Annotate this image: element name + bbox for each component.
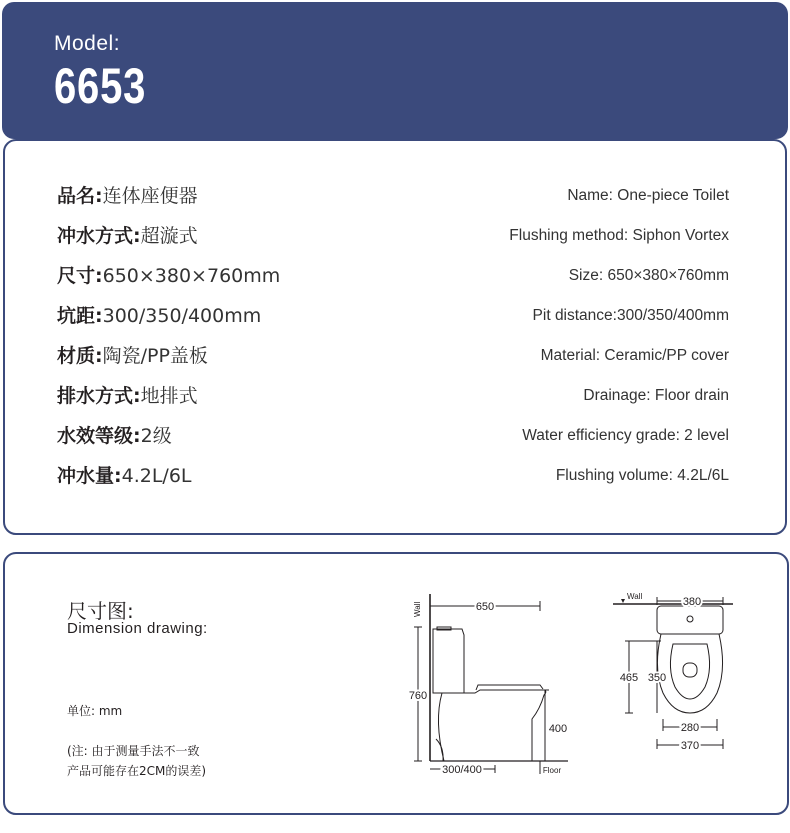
spec-key: 坑距: <box>57 305 103 327</box>
dim-280-label: 280 <box>680 722 700 734</box>
top-seat-outline <box>670 644 709 699</box>
dim-400-label: 400 <box>548 723 568 735</box>
spec-english: Drainage: Floor drain <box>583 387 729 404</box>
spec-value: 地排式 <box>140 385 198 407</box>
drain-outline <box>683 663 697 677</box>
spec-row-name <box>5 181 785 211</box>
dimension-title: 尺寸图: <box>67 599 134 623</box>
spec-row-size <box>5 261 785 291</box>
measurement-note <box>67 741 206 781</box>
spec-key: 材质: <box>57 345 103 367</box>
spec-row-flushing-method <box>5 221 785 251</box>
spec-key: 尺寸: <box>57 265 103 287</box>
spec-value: 连体座便器 <box>102 185 198 207</box>
wall-label: Wall <box>413 601 422 617</box>
dimension-subtitle: Dimension drawing: <box>67 620 208 637</box>
spec-key: 品名: <box>57 185 103 207</box>
model-number: 6653 <box>54 58 147 114</box>
note-line-1: (注: 由于测量手法不一致 <box>67 744 200 758</box>
spec-value: 陶瓷/PP盖板 <box>102 345 208 367</box>
spec-english: Pit distance:300/350/400mm <box>532 307 729 324</box>
floor-label: Floor <box>542 766 562 775</box>
spec-value: 4.2L/6L <box>121 465 192 487</box>
dim-pit-label: 300/400 <box>442 764 482 776</box>
dim-380-label: 380 <box>682 596 702 608</box>
dim-465-label: 465 <box>619 672 639 684</box>
spec-english: Name: One-piece Toilet <box>567 187 729 204</box>
flush-button-icon <box>687 616 693 622</box>
spec-english: Flushing volume: 4.2L/6L <box>555 467 729 484</box>
top-wall-label: Wall <box>627 592 643 601</box>
seat-lid-outline <box>476 685 543 690</box>
spec-english: Water efficiency grade: 2 level <box>522 427 729 444</box>
spec-value: 650×380×760mm <box>102 265 281 287</box>
model-label: Model: <box>54 32 121 55</box>
tank-outline <box>433 629 464 693</box>
spec-key: 冲水方式: <box>57 225 141 247</box>
spec-row-drainage <box>5 381 785 411</box>
unit-label: 单位: mm <box>67 704 123 718</box>
top-tank-outline <box>657 606 723 634</box>
dim-370-label: 370 <box>680 740 700 752</box>
note-line-2: 产品可能存在2CM的误差) <box>67 764 207 778</box>
model-header <box>2 2 788 139</box>
dim-650-label: 650 <box>475 601 495 613</box>
spec-card <box>3 139 787 535</box>
spec-row-water-efficiency <box>5 421 785 451</box>
spec-english: Material: Ceramic/PP cover <box>540 347 729 364</box>
dim-760-label: 760 <box>408 690 428 702</box>
spec-english: Size: 650×380×760mm <box>568 267 729 284</box>
spec-key: 水效等级: <box>57 425 141 447</box>
spec-row-pit-distance <box>5 301 785 331</box>
dim-350-label: 350 <box>647 672 667 684</box>
spec-value: 2级 <box>140 425 172 447</box>
wall-marker-icon <box>621 599 625 603</box>
spec-value: 300/350/400mm <box>102 305 262 327</box>
spec-key: 冲水量: <box>57 465 122 487</box>
spec-row-flushing-volume <box>5 461 785 491</box>
top-bowl-outline <box>657 634 722 713</box>
spec-value: 超漩式 <box>140 225 198 247</box>
side-view-drawing <box>400 589 575 779</box>
top-view-drawing <box>605 589 745 779</box>
dimension-card <box>3 552 789 815</box>
spec-row-material <box>5 341 785 371</box>
spec-key: 排水方式: <box>57 385 141 407</box>
spec-english: Flushing method: Siphon Vortex <box>509 227 729 244</box>
